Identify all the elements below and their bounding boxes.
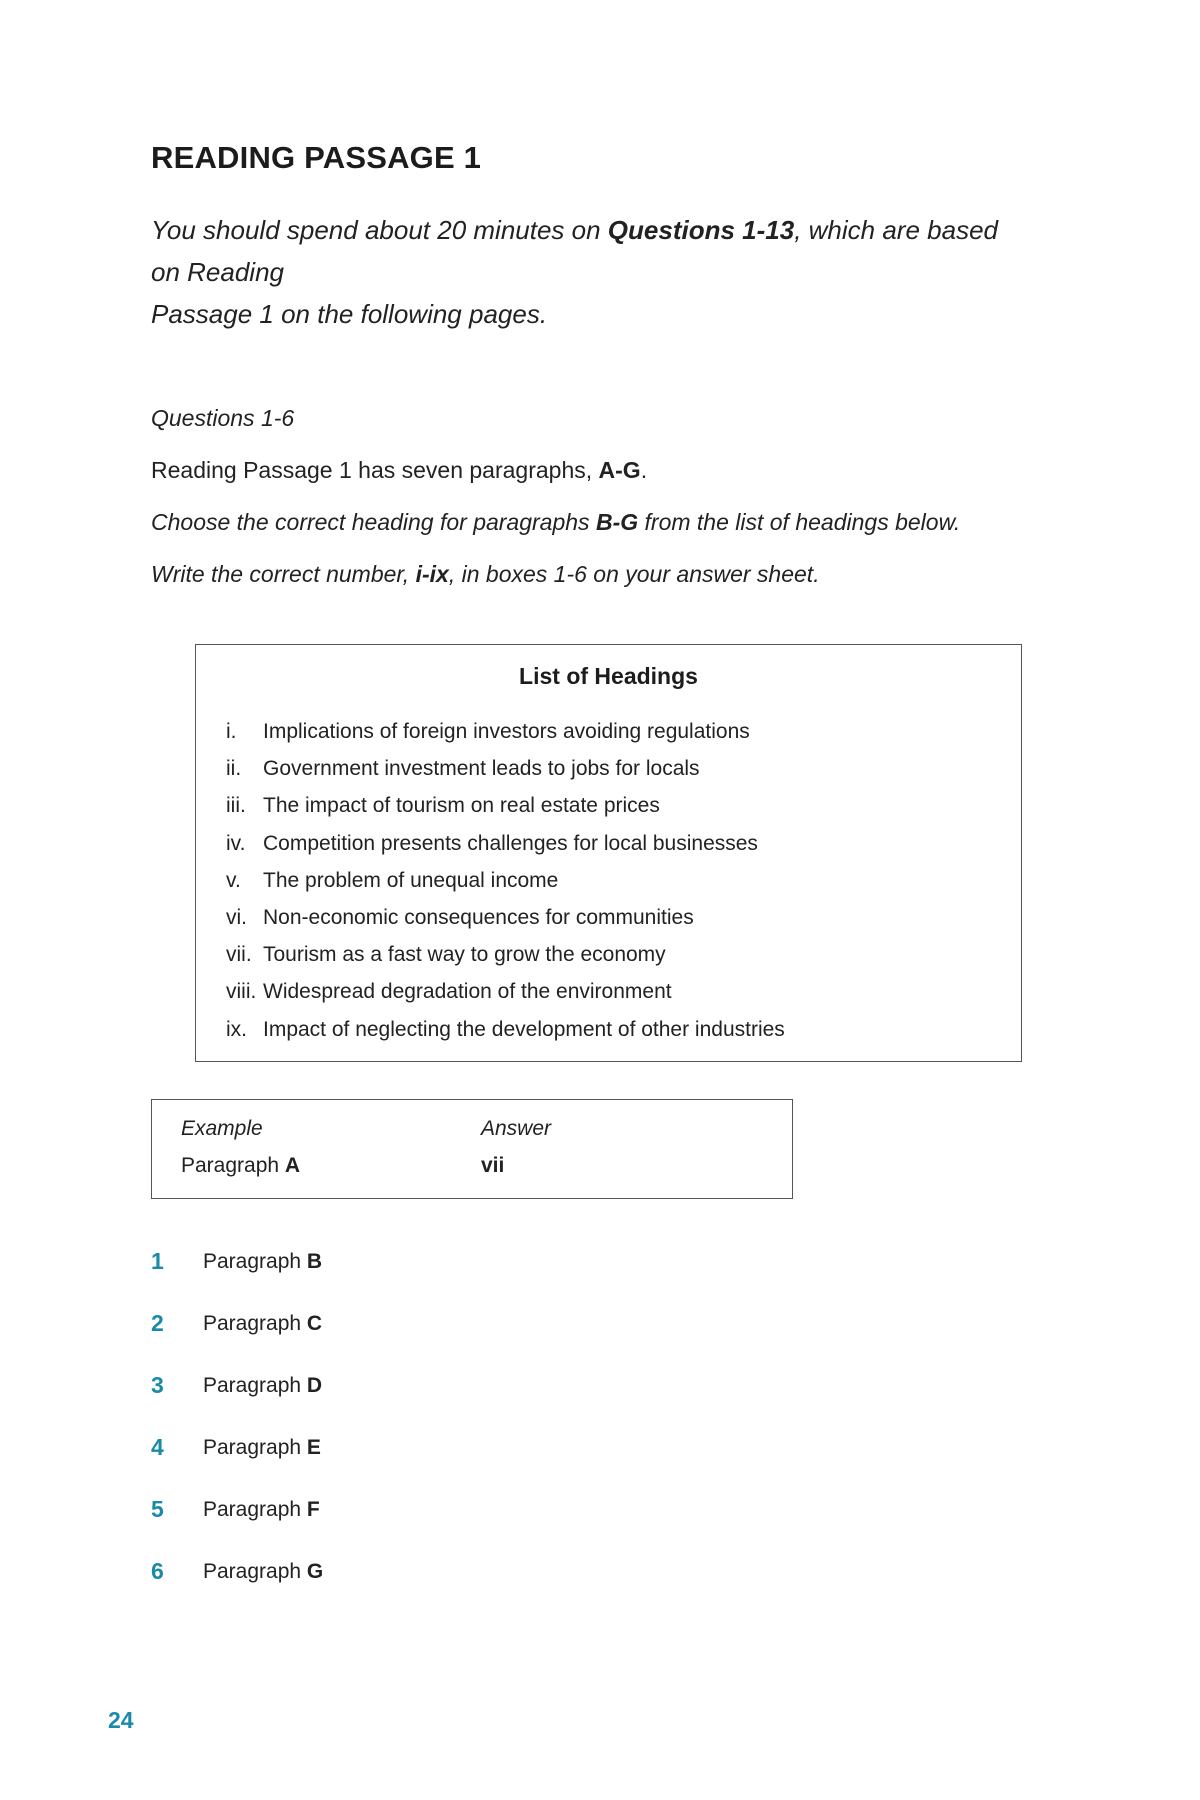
instruction-1-tail: . — [640, 457, 648, 483]
instruction-write-number — [151, 561, 820, 588]
heading-item — [226, 940, 785, 977]
heading-item — [226, 977, 785, 1014]
heading-numeral: iii. — [226, 794, 246, 818]
list-of-headings-box — [195, 644, 1022, 1062]
question-paragraph-letter: C — [306, 1312, 323, 1335]
intro-instructions — [151, 209, 1081, 335]
passage-title: READING PASSAGE 1 — [151, 140, 482, 175]
question-number: 5 — [151, 1496, 164, 1522]
heading-numeral: vii. — [226, 943, 252, 967]
heading-numeral: ix. — [226, 1017, 247, 1041]
question-number: 1 — [151, 1248, 164, 1274]
question-paragraph-label: Paragraph — [203, 1374, 307, 1397]
question-label — [203, 1436, 321, 1460]
instruction-2-tail: from the list of headings below. — [638, 509, 961, 535]
instruction-3-text: Write the correct number, — [151, 561, 416, 587]
question-label — [203, 1250, 322, 1274]
heading-item — [226, 754, 785, 791]
question-paragraph-label: Paragraph — [203, 1436, 307, 1459]
list-of-headings-title: List of Headings — [519, 663, 698, 689]
example-header: Example — [181, 1117, 263, 1140]
heading-text: Competition presents challenges for local businesses — [263, 831, 758, 855]
question-paragraph-label: Paragraph — [203, 1560, 307, 1583]
question-item — [151, 1310, 551, 1340]
example-paragraph — [181, 1154, 300, 1178]
example-box — [151, 1099, 793, 1199]
instruction-2-text: Choose the correct heading for paragraphs — [151, 509, 596, 535]
question-item — [151, 1496, 551, 1526]
heading-text: Government investment leads to jobs for locals — [263, 757, 700, 781]
answer-header: Answer — [481, 1117, 552, 1140]
question-number: 3 — [151, 1372, 164, 1398]
heading-numeral: v. — [226, 868, 241, 892]
question-item — [151, 1434, 551, 1464]
question-label — [203, 1374, 322, 1398]
instruction-paragraph-count — [151, 457, 647, 484]
question-number: 2 — [151, 1310, 164, 1336]
heading-item — [226, 717, 785, 754]
example-paragraph-label: Paragraph — [181, 1154, 285, 1177]
intro-line-1-text: You should spend about 20 minutes on — [151, 215, 608, 245]
intro-line-1-tail: , which are based — [794, 215, 998, 245]
heading-numeral: i. — [226, 720, 237, 743]
instruction-3-tail: , in boxes 1-6 on your answer sheet. — [448, 561, 820, 587]
question-paragraph-letter: E — [306, 1436, 321, 1459]
question-label — [203, 1560, 323, 1584]
intro-line-1 — [151, 209, 1081, 251]
questions-range-label: Questions 1-6 — [151, 405, 295, 431]
question-paragraph-letter: G — [306, 1560, 324, 1583]
heading-numeral: vi. — [226, 905, 247, 929]
instruction-1-text: Reading Passage 1 has seven paragraphs, — [151, 457, 599, 483]
heading-numeral: ii. — [226, 757, 242, 781]
question-paragraph-letter: B — [306, 1250, 323, 1273]
heading-item — [226, 903, 785, 940]
heading-item — [226, 791, 785, 828]
question-label — [203, 1312, 322, 1336]
heading-numeral: iv. — [226, 831, 246, 855]
question-paragraph-label: Paragraph — [203, 1498, 307, 1521]
question-paragraph-label: Paragraph — [203, 1250, 307, 1273]
heading-text: Impact of neglecting the development of other industries — [263, 1017, 785, 1041]
heading-text: Implications of foreign investors avoiding regulations — [263, 720, 750, 743]
question-label — [203, 1498, 320, 1522]
question-item — [151, 1248, 551, 1278]
heading-text: Non-economic consequences for communities — [263, 905, 694, 929]
intro-line-2: on Reading — [151, 257, 284, 287]
headings-list — [226, 717, 785, 1052]
heading-item — [226, 829, 785, 866]
question-paragraph-letter: F — [306, 1498, 320, 1521]
heading-text: Widespread degradation of the environment — [263, 980, 672, 1004]
question-paragraph-label: Paragraph — [203, 1312, 307, 1335]
heading-text: The impact of tourism on real estate prices — [263, 794, 660, 818]
page-number: 24 — [108, 1707, 134, 1733]
example-answer: vii — [481, 1154, 505, 1177]
question-paragraph-letter: D — [306, 1374, 323, 1397]
intro-line-3: Passage 1 on the following pages. — [151, 299, 548, 329]
heading-item — [226, 1015, 785, 1052]
heading-item — [226, 866, 785, 903]
example-paragraph-letter: A — [284, 1154, 301, 1177]
question-number: 4 — [151, 1434, 164, 1460]
question-item — [151, 1558, 551, 1588]
instruction-3-bold: i-ix — [415, 561, 449, 587]
intro-questions-range: Questions 1-13 — [607, 215, 795, 245]
heading-numeral: viii. — [226, 980, 257, 1004]
question-item — [151, 1372, 551, 1402]
heading-text: Tourism as a fast way to grow the economy — [263, 943, 666, 967]
instruction-1-bold: A-G — [598, 457, 641, 483]
heading-text: The problem of unequal income — [263, 868, 559, 892]
question-number: 6 — [151, 1558, 164, 1584]
instruction-choose-heading — [151, 509, 960, 536]
instruction-2-bold: B-G — [595, 509, 639, 535]
